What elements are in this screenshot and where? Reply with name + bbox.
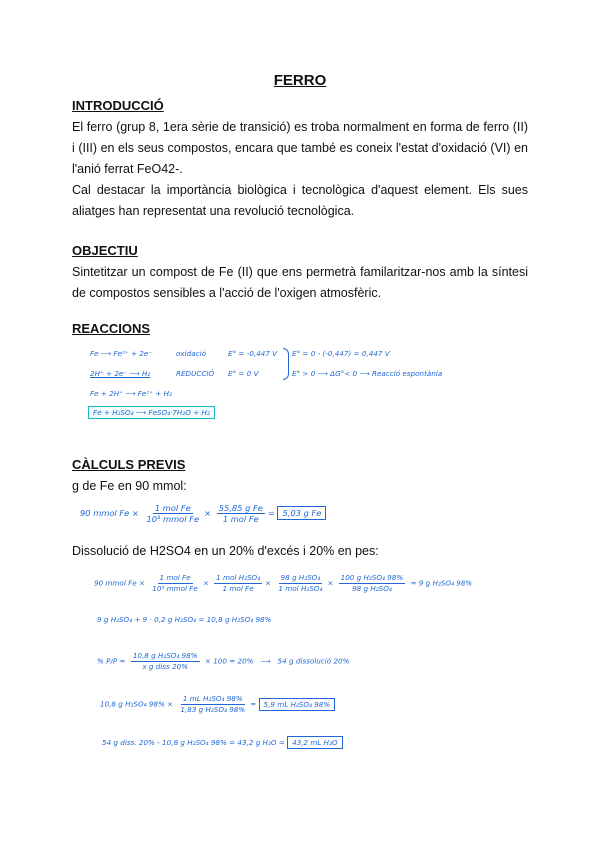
frac-num: 1 mol H₂SO₄ [216, 573, 261, 582]
reaction-oxidation: Fe ⟶ Fe²⁺ + 2e⁻ [90, 349, 153, 358]
calc-excess: 9 g H₂SO₄ + 9 · 0,2 g H₂SO₄ = 10,8 g H₂SO₄ 98% [97, 615, 272, 624]
spontaneity-conclusion: E° > 0 ⟶ ΔG°< 0 ⟶ Reacció espontània [292, 369, 443, 378]
calc-h2so4-fraction-2 [214, 573, 262, 594]
calc-pp-result: 54 g dissolució 20% [277, 656, 350, 666]
reaction-oxidation-label: oxidació [176, 349, 206, 358]
calc-h2so4-mass: 90 mmol Fe × $\frac{\text{1 mol Fe}}{\text{10³ mmol Fe}}$ × $\frac{\text{1 mol H₂SO₄}}{\text{1 mol Fe}}$ × $\frac{\text{98 g H₂SO₄}}{\text{1 mol H₂SO₄}}$ × $\frac{\text{100 g H₂SO₄ 98\%}}{\text{98 g H₂SO₄}}$ = 9 g H₂SO₄ 98% [94, 573, 473, 593]
arrow: ⟶ [255, 656, 276, 666]
reaction-oxidation-potential: E° = -0,447 V [228, 349, 278, 358]
frac-num: 10,8 g H₂SO₄ 98% [132, 651, 198, 660]
calc-h2so4-fraction-1 [150, 573, 200, 594]
frac-den: 10³ mmol Fe [152, 584, 198, 593]
reaccions-heading: REACCIONS [72, 321, 151, 336]
calc-fe-mass: 90 mmol Fe × $\frac{\text{1 mol Fe}}{\text{10³ mmol Fe}}$ × $\frac{\text{55,85 g Fe}}{\text{1 mol Fe}}$ = 5,03 g Fe [80, 503, 326, 524]
calc-h2so4-lead: 90 mmol Fe × [94, 578, 145, 588]
calc-vol-fraction [178, 694, 247, 715]
frac-num: 55,85 g Fe [218, 503, 263, 513]
calc-h2so4-fraction-3 [276, 573, 324, 594]
calc-water-result: 43,2 mL H₂O [287, 736, 343, 749]
reaction-reduction-label: REDUCCIÓ [176, 369, 215, 378]
frac-den: 1 mol Fe [222, 584, 254, 593]
reaction-reduction: 2H⁺ + 2e⁻ ⟶ H₂ [90, 369, 151, 378]
objectiu-heading: OBJECTIU [72, 243, 138, 258]
reaction-brace [283, 348, 289, 380]
frac-num: 1 mol Fe [154, 503, 191, 513]
reaction-reduction-potential: E° = 0 V [228, 369, 259, 378]
frac-den: 1 mol Fe [222, 514, 259, 524]
intro-paragraph-2: Cal destacar la importància biològica i tecnològica d'aquest element. Els sues aliatges han representat una revolució tecnològica. [72, 183, 528, 218]
calc-h2so4-fraction-4 [339, 573, 406, 594]
calc-volume-h2so4: 10,8 g H₂SO₄ 98% × $\frac{\text{1 mL H₂SO₄ 98\%}}{\text{1,83 g H₂SO₄ 98\%}}$ = 5,9 mL H₂SO₄ 98% [100, 694, 335, 715]
frac-den: 1,83 g H₂SO₄ 98% [180, 705, 246, 714]
reaction-global: Fe + 2H⁺ ⟶ Fe²⁺ + H₂ [90, 389, 172, 398]
frac-den: x g diss 20% [142, 662, 189, 671]
calc-line-1: g de Fe en 90 mmol: [72, 479, 187, 493]
frac-num: 1 mol Fe [159, 573, 191, 582]
calc-pp-tail: × 100 = 20% [204, 656, 254, 666]
calc-fe-fraction-2 [217, 503, 265, 524]
calc-h2so4-result: = 9 g H₂SO₄ 98% [410, 578, 473, 588]
reaction-synthesis-box: Fe + H₂SO₄ ⟶ FeSO₄·7H₂O + H₂ [88, 406, 215, 419]
frac-num: 1 mL H₂SO₄ 98% [182, 694, 243, 703]
calc-water-lead: 54 g diss. 20% - 10,8 g H₂SO₄ 98% = 43,2 g H₂O = [102, 738, 285, 747]
frac-den: 10³ mmol Fe [146, 514, 200, 524]
cell-potential-calc: E° = 0 - (-0,447) = 0,447 V [292, 349, 390, 358]
calc-fe-fraction-1 [145, 503, 202, 524]
calc-water [102, 738, 343, 747]
frac-den: 1 mol H₂SO₄ [278, 584, 323, 593]
intro-para1-text: El ferro (grup 8, 1era sèrie de transició) es troba normalment en forma de ferro (II) i (III) en els seus compostos, encara que també es coneix l'estat d'oxidació (VI) en l'anió ferrat FeO42-. [72, 120, 528, 176]
frac-num: 98 g H₂SO₄ [280, 573, 321, 582]
calc-pp-fraction [131, 651, 200, 672]
calc-pp-lead: % P/P = [97, 656, 126, 666]
calc-line-2: Dissolució de H2SO4 en un 20% d'excés i 20% en pes: [72, 544, 379, 558]
frac-den: 98 g H₂SO₄ [352, 584, 392, 593]
calc-fe-result: 5,03 g Fe [277, 506, 326, 520]
frac-num: 100 g H₂SO₄ 98% [340, 573, 404, 582]
calculs-heading: CÀLCULS PREVIS [72, 457, 186, 472]
calc-vol-lead: 10,8 g H₂SO₄ 98% × [100, 699, 174, 709]
calc-percent-pp [97, 651, 349, 672]
intro-paragraph-1 [72, 117, 528, 180]
intro-heading: INTRODUCCIÓ [72, 98, 164, 113]
objectiu-paragraph: Sintetitzar un compost de Fe (II) que ens permetrà familaritzar-nos amb la síntesi de compostos sensibles a l'acció de l'oxigen atmosfèric. [72, 265, 528, 300]
page-title: FERRO [273, 72, 327, 89]
calc-fe-lead: 90 mmol Fe × [80, 508, 139, 518]
calc-vol-result: 5,9 mL H₂SO₄ 98% [259, 698, 336, 711]
